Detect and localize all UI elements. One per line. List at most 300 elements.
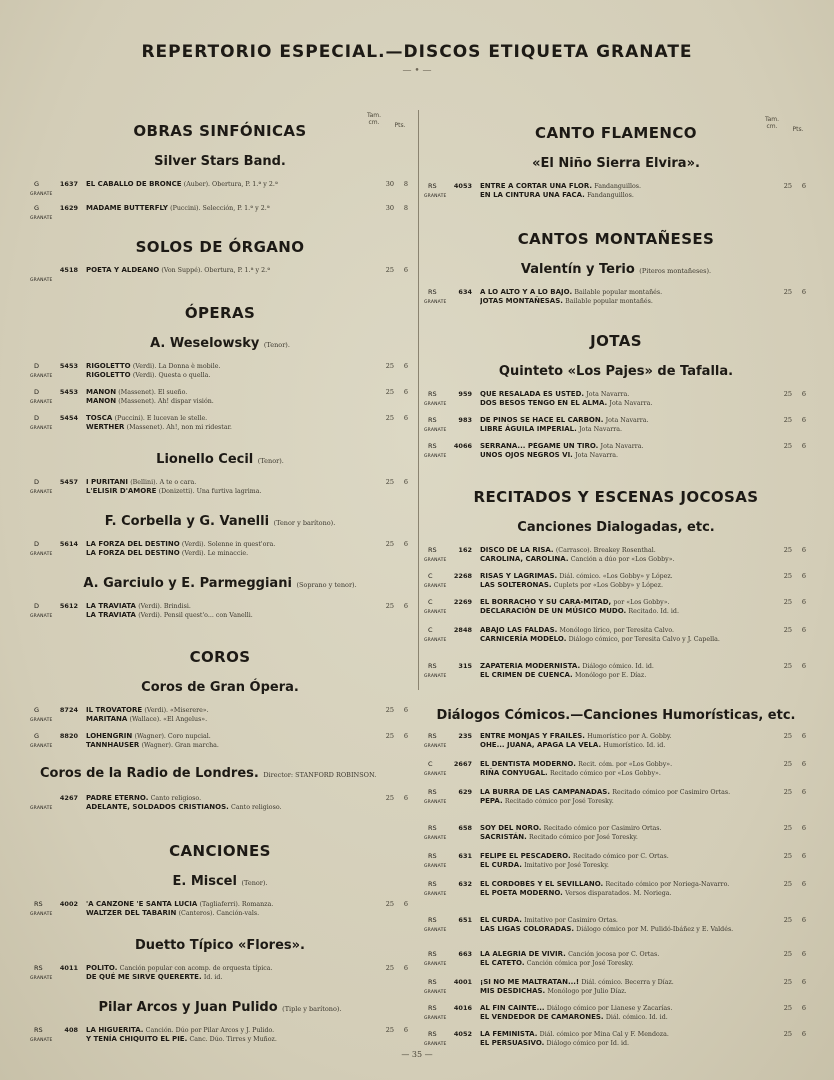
side-b-desc: Fandanguillos. — [587, 192, 634, 199]
record-number: 8820 — [59, 732, 78, 740]
label-granate: GRANATE — [30, 976, 53, 981]
label-granate: GRANATE — [30, 278, 53, 283]
side-a — [480, 760, 772, 769]
side-b — [86, 487, 374, 496]
side-b-title: WERTHER — [86, 423, 125, 431]
side-a-title: EL CURDA. — [480, 916, 522, 924]
page-number: — 35 — — [401, 1050, 433, 1059]
side-a — [480, 916, 772, 925]
record-size: 25 — [385, 706, 394, 714]
record-price: 6 — [801, 852, 806, 860]
record-size: 25 — [783, 572, 792, 580]
side-b — [480, 741, 772, 750]
side-a-desc: Monólogo lírico, por Teresita Calvo. — [559, 627, 674, 634]
record-size: 25 — [783, 916, 792, 924]
side-b-desc: Monólogo por E. Díaz. — [574, 672, 647, 679]
record-entry — [424, 1004, 808, 1024]
record-titles — [480, 788, 772, 806]
section-title: JOTAS — [590, 332, 642, 350]
record-titles — [480, 572, 772, 590]
label-granate: GRANATE — [424, 638, 447, 643]
record-titles — [86, 964, 374, 982]
side-b — [480, 861, 772, 870]
side-a-desc: (Bellini). A te o cara. — [130, 479, 197, 486]
series-letter: RS — [428, 788, 437, 796]
side-b — [86, 423, 374, 432]
side-b — [480, 987, 772, 996]
label-granate: GRANATE — [424, 454, 447, 459]
record-titles — [480, 916, 772, 934]
side-b — [480, 555, 772, 564]
side-b-title: RIÑA CONYUGAL. — [480, 769, 548, 777]
record-size: 25 — [783, 182, 792, 190]
side-b-desc: Cuplets por «Los Gobby» y López. — [553, 582, 663, 589]
side-b-title: WALTZER DEL TABARIN — [86, 909, 177, 917]
series-letter: RS — [428, 1004, 437, 1012]
side-b-title: RIGOLETTO — [86, 371, 131, 379]
side-b-title: EL PERSUASIVO. — [480, 1039, 545, 1047]
record-price: 6 — [801, 978, 806, 986]
record-titles — [86, 900, 374, 918]
side-a — [86, 706, 374, 715]
side-b-title: Y TENÍA CHIQUITO EL PIE. — [86, 1035, 188, 1043]
series-letter: C — [428, 626, 433, 634]
record-size: 25 — [783, 978, 792, 986]
record-titles — [86, 1026, 374, 1044]
record-entry — [30, 388, 410, 408]
side-a — [86, 362, 374, 371]
section-title: OBRAS SINFÓNICAS — [133, 122, 307, 140]
label-granate: GRANATE — [424, 584, 447, 589]
record-entry — [30, 478, 410, 498]
side-b — [86, 741, 374, 750]
record-titles — [480, 852, 772, 870]
side-b-desc: (Verdi). Le minaccie. — [181, 550, 249, 557]
record-price: 6 — [403, 540, 408, 548]
record-price: 6 — [403, 266, 408, 274]
side-b-title: LA FORZA DEL DESTINO — [86, 549, 180, 557]
side-a-title: RIGOLETTO — [86, 362, 131, 370]
record-entry — [424, 978, 808, 998]
record-titles — [86, 388, 374, 406]
side-b — [480, 797, 772, 806]
record-entry — [30, 900, 410, 920]
record-size: 25 — [385, 900, 394, 908]
side-b — [86, 611, 374, 620]
section-title: RECITADOS Y ESCENAS JOCOSAS — [473, 488, 759, 506]
side-b — [86, 549, 374, 558]
record-price: 6 — [403, 900, 408, 908]
series-letter: RS — [428, 546, 437, 554]
side-b-desc: Id. id. — [203, 974, 223, 981]
side-b-title: MIS DESDICHAS. — [480, 987, 546, 995]
side-a-title: EL DENTISTA MODERNO. — [480, 760, 576, 768]
side-b — [480, 607, 772, 616]
record-price: 6 — [403, 794, 408, 802]
side-a-desc: Canción jocosa por C. Ortas. — [568, 951, 660, 958]
performer-heading: Pilar Arcos y Juan Pulido (Tiple y barítono). — [98, 1000, 342, 1015]
record-size: 25 — [385, 478, 394, 486]
section-title: Diálogos Cómicos.—Canciones Humorísticas, etc. — [436, 708, 796, 723]
series-letter: C — [428, 572, 433, 580]
side-a-title: LA HIGUERITA. — [86, 1026, 144, 1034]
series-letter: G — [34, 706, 40, 714]
record-entry — [424, 788, 808, 808]
side-a-desc: (Von Suppé). Obertura, P. 1.ª y 2.ª — [161, 267, 271, 274]
record-size: 25 — [783, 416, 792, 424]
side-a — [480, 978, 772, 987]
side-b — [480, 959, 772, 968]
side-b-title: EL POETA MODERNO. — [480, 889, 563, 897]
side-b-title: DE QUÉ ME SIRVE QUERERTE. — [86, 973, 202, 981]
side-a — [480, 546, 772, 555]
label-granate: GRANATE — [424, 800, 447, 805]
side-a-title: LA FEMINISTA. — [480, 1030, 538, 1038]
series-letter: RS — [34, 1026, 43, 1034]
side-b-desc: (Donizetti). Una furtiva lagrima. — [158, 488, 262, 495]
page-title: REPERTORIO ESPECIAL.—DISCOS ETIQUETA GRANATE — [141, 42, 693, 62]
record-size: 25 — [385, 794, 394, 802]
side-a-desc: Diál. cómico. Becerra y Díaz. — [581, 979, 674, 986]
record-titles — [480, 390, 772, 408]
record-titles — [480, 182, 772, 200]
side-b-desc: Bailable popular montañés. — [565, 298, 653, 305]
record-number: 5454 — [59, 414, 78, 422]
record-price: 6 — [801, 880, 806, 888]
record-price: 6 — [801, 732, 806, 740]
record-size: 25 — [783, 824, 792, 832]
side-a-title: FELIPE EL PESCADERO. — [480, 852, 571, 860]
side-b — [480, 833, 772, 842]
side-b-title: ADELANTE, SOLDADOS CRISTIANOS. — [86, 803, 229, 811]
record-titles — [480, 598, 772, 616]
side-b-title: EL VENDEDOR DE CAMARONES. — [480, 1013, 604, 1021]
side-a — [480, 416, 772, 425]
record-number: 4267 — [59, 794, 78, 802]
side-a-title: ABAJO LAS FALDAS. — [480, 626, 558, 634]
record-entry — [424, 416, 808, 436]
side-a-desc: Humorístico por A. Gobby. — [587, 733, 672, 740]
record-price: 6 — [403, 478, 408, 486]
side-b-title: EN LA CINTURA UNA FACA. — [480, 191, 585, 199]
column-divider — [418, 110, 419, 690]
record-entry — [424, 442, 808, 462]
side-a-desc: (Massenet). El sueño. — [118, 389, 188, 396]
label-granate: GRANATE — [424, 836, 447, 841]
record-price: 6 — [801, 546, 806, 554]
record-price: 6 — [801, 788, 806, 796]
side-b-desc: Imitativo por José Toresky. — [524, 862, 609, 869]
record-titles — [480, 626, 772, 644]
record-size: 30 — [385, 204, 394, 212]
series-letter: RS — [428, 916, 437, 924]
record-titles — [86, 180, 374, 189]
side-a — [480, 1030, 772, 1039]
performer-heading: A. Garciulo y E. Parmeggiani (Soprano y tenor). — [83, 576, 357, 591]
record-price: 6 — [801, 1030, 806, 1038]
record-number: 658 — [458, 824, 472, 832]
side-b — [480, 925, 772, 934]
record-entry — [424, 880, 808, 900]
record-size: 25 — [783, 546, 792, 554]
record-price: 6 — [403, 732, 408, 740]
series-letter: D — [34, 540, 40, 548]
label-granate: GRANATE — [30, 374, 53, 379]
side-b-title: CAROLINA, CAROLINA. — [480, 555, 569, 563]
record-size: 25 — [385, 388, 394, 396]
performer-heading: Quinteto «Los Pajes» de Tafalla. — [498, 364, 734, 379]
label-granate: GRANATE — [424, 772, 447, 777]
record-number: 1629 — [59, 204, 78, 212]
record-number: 5453 — [59, 388, 78, 396]
label-granate: GRANATE — [30, 744, 53, 749]
side-a — [480, 852, 772, 861]
side-b-title: TANNHAUSER — [86, 741, 140, 749]
record-price: 6 — [801, 950, 806, 958]
record-titles — [86, 266, 374, 275]
record-number: 162 — [458, 546, 472, 554]
side-b-title: EL CATETO. — [480, 959, 525, 967]
side-b-title: JOTAS MONTAÑESAS. — [480, 297, 563, 305]
side-a-title: AL FIN CAINTE... — [480, 1004, 545, 1012]
record-number: 4053 — [453, 182, 472, 190]
side-b-desc: Recitado cómico por «Los Gobby». — [549, 770, 661, 777]
record-number: 2268 — [453, 572, 472, 580]
record-entry — [30, 602, 410, 622]
side-b-desc: Canc. Dúo. Tirres y Muñoz. — [189, 1036, 277, 1043]
side-b-desc: Recitado. Id. id. — [628, 608, 679, 615]
side-a — [86, 478, 374, 487]
record-price: 6 — [801, 824, 806, 832]
side-b-desc: Canto religioso. — [231, 804, 282, 811]
series-letter: D — [34, 388, 40, 396]
side-a-desc: Jota Navarra. — [605, 417, 649, 424]
series-letter: RS — [428, 288, 437, 296]
performer-heading: «El Niño Sierra Elvira». — [532, 156, 700, 171]
record-size: 25 — [783, 880, 792, 888]
performer-heading: Canciones Dialogadas, etc. — [517, 520, 715, 535]
side-a-desc: Recitado cómico por Casimiro Ortas. — [612, 789, 731, 796]
label-granate: GRANATE — [424, 892, 447, 897]
series-letter: RS — [34, 900, 43, 908]
side-a-title: LA ALEGRÍA DE VIVIR. — [480, 950, 566, 958]
label-granate: GRANATE — [424, 928, 447, 933]
record-number: 634 — [458, 288, 472, 296]
side-a — [86, 204, 374, 213]
series-letter: RS — [428, 442, 437, 450]
record-size: 25 — [783, 288, 792, 296]
record-price: 6 — [801, 416, 806, 424]
label-granate: GRANATE — [30, 400, 53, 405]
record-titles — [480, 824, 772, 842]
side-a-title: RISAS Y LÁGRIMAS. — [480, 572, 558, 580]
side-a-title: A LO ALTO Y A LO BAJO. — [480, 288, 573, 296]
series-letter: RS — [428, 950, 437, 958]
series-letter: RS — [34, 964, 43, 972]
side-b-desc: Humorístico. Id. id. — [603, 742, 666, 749]
side-b-title: L'ELISIR D'AMORE — [86, 487, 157, 495]
series-letter: C — [428, 760, 433, 768]
record-price: 6 — [403, 964, 408, 972]
side-a — [86, 414, 374, 423]
record-entry — [30, 964, 410, 984]
section-title: SOLOS DE ÓRGANO — [135, 238, 305, 256]
record-number: 2667 — [453, 760, 472, 768]
side-b-title: MARITANA — [86, 715, 128, 723]
record-size: 25 — [783, 1030, 792, 1038]
record-size: 25 — [783, 442, 792, 450]
record-price: 6 — [801, 626, 806, 634]
side-b-desc: Diálogo cómico por Id. id. — [546, 1040, 630, 1047]
side-a-desc: (Verdi). La Donna è mobile. — [132, 363, 221, 370]
record-entry — [30, 266, 410, 286]
side-b-title: SACRISTÁN. — [480, 833, 527, 841]
col-header-size: Tam. cm. — [366, 112, 382, 126]
side-b — [480, 889, 772, 898]
side-a-desc: Recitado cómico por Casimiro Ortas. — [543, 825, 662, 832]
record-entry — [424, 824, 808, 844]
record-titles — [86, 478, 374, 496]
side-b-title: DOS BESOS TENGO EN EL ALMA. — [480, 399, 608, 407]
label-granate: GRANATE — [30, 1038, 53, 1043]
side-a — [480, 732, 772, 741]
side-b-desc: (Verdi). Questa o quella. — [132, 372, 211, 379]
performer-heading: Duetto Típico «Flores». — [135, 938, 305, 953]
record-titles — [480, 416, 772, 434]
side-b — [86, 1035, 374, 1044]
label-granate: GRANATE — [424, 428, 447, 433]
side-b — [86, 973, 374, 982]
side-a-title: QUÉ RESALADA ES USTED. — [480, 390, 585, 398]
side-b-desc: Recitado cómico por José Toresky. — [529, 834, 638, 841]
side-a-title: SOY DEL NORO. — [480, 824, 542, 832]
side-a-desc: Fandanguillos. — [594, 183, 642, 190]
record-titles — [86, 540, 374, 558]
record-titles — [86, 602, 374, 620]
record-number: 4001 — [453, 978, 472, 986]
series-letter: RS — [428, 732, 437, 740]
label-granate: GRANATE — [30, 192, 53, 197]
label-granate: GRANATE — [30, 426, 53, 431]
side-a — [480, 442, 772, 451]
side-a — [86, 602, 374, 611]
record-number: 959 — [458, 390, 472, 398]
record-size: 25 — [783, 598, 792, 606]
record-number: 8724 — [59, 706, 78, 714]
label-granate: GRANATE — [30, 614, 53, 619]
record-number: 4518 — [59, 266, 78, 274]
side-b-desc: Diálogo cómico por M. Pulidó-Ibáñez y E. Valdés. — [576, 926, 734, 933]
record-titles — [480, 760, 772, 778]
series-letter: D — [34, 362, 40, 370]
side-a-title: LA FORZA DEL DESTINO — [86, 540, 180, 548]
record-price: 8 — [403, 204, 408, 212]
record-price: 6 — [403, 362, 408, 370]
side-a — [86, 900, 374, 909]
side-b-desc: Diál. cómico. Id. id. — [605, 1014, 668, 1021]
side-b — [480, 769, 772, 778]
record-entry — [424, 626, 808, 646]
label-granate: GRANATE — [424, 864, 447, 869]
performer-heading: Coros de Gran Ópera. — [141, 680, 299, 695]
side-b-title: EL CRIMEN DE CUENCA. — [480, 671, 573, 679]
side-a-title: I PURITANI — [86, 478, 128, 486]
side-b — [480, 635, 772, 644]
side-a-desc: Diálogo cómico por Lianese y Zacarías. — [546, 1005, 673, 1012]
record-titles — [86, 732, 374, 750]
side-a — [480, 824, 772, 833]
side-a-title: LOHENGRIN — [86, 732, 133, 740]
record-entry — [424, 546, 808, 566]
side-b — [480, 297, 772, 306]
record-entry — [424, 950, 808, 970]
side-b-desc: Recitado cómico por José Toresky. — [504, 798, 614, 805]
side-a — [86, 1026, 374, 1035]
side-b — [480, 671, 772, 680]
series-letter: RS — [428, 662, 437, 670]
section-title: COROS — [189, 648, 251, 666]
series-letter: G — [34, 732, 40, 740]
record-titles — [86, 204, 374, 213]
performer-heading: Valentín y Terio (Piteros montañeses). — [520, 262, 712, 277]
section-title: ÓPERAS — [184, 304, 256, 322]
record-titles — [480, 950, 772, 968]
record-titles — [480, 1004, 772, 1022]
side-a-title: ZAPATERÍA MODERNISTA. — [480, 662, 581, 670]
side-b-desc: Canción cómica por José Toresky. — [526, 960, 634, 967]
record-size: 25 — [783, 1004, 792, 1012]
side-a — [86, 540, 374, 549]
record-entry — [30, 414, 410, 434]
side-b-desc: (Wallace). «El Angelus». — [129, 716, 208, 723]
side-b — [86, 397, 374, 406]
series-letter: RS — [428, 880, 437, 888]
side-a-desc: (Verdi). Solenne in quest'ora. — [181, 541, 276, 548]
side-b-desc: (Massenet). Ah!, non mi ridestar. — [126, 424, 232, 431]
record-price: 6 — [403, 388, 408, 396]
side-a-title: DISCO DE LA RISA. — [480, 546, 554, 554]
side-b-desc: Jota Navarra. — [609, 400, 653, 407]
side-b-title: UNOS OJOS NEGROS VI. — [480, 451, 573, 459]
side-b — [480, 425, 772, 434]
record-price: 8 — [403, 180, 408, 188]
side-b-desc: Diálogo cómico, por Teresita Calvo y J. Capella. — [568, 636, 720, 643]
side-b — [86, 715, 374, 724]
record-entry — [30, 1026, 410, 1046]
series-letter: G — [34, 204, 40, 212]
label-granate: GRANATE — [424, 300, 447, 305]
label-granate: GRANATE — [424, 990, 447, 995]
side-b-title: CARNICERÍA MODELO. — [480, 635, 567, 643]
performer-heading: F. Corbella y G. Vanelli (Tenor y barítono). — [104, 514, 336, 529]
record-entry — [424, 182, 808, 202]
record-size: 25 — [385, 964, 394, 972]
series-letter: RS — [428, 390, 437, 398]
side-a — [480, 880, 772, 889]
side-b-title: LAS LIGAS COLORADAS. — [480, 925, 575, 933]
side-b-desc: Monólogo por Julio Díaz. — [547, 988, 627, 995]
col-header-price: Pts. — [394, 122, 406, 129]
record-price: 6 — [801, 390, 806, 398]
label-granate: GRANATE — [30, 552, 53, 557]
record-titles — [86, 706, 374, 724]
label-granate: GRANATE — [424, 194, 447, 199]
side-a-desc: (Verdi). «Miserere». — [144, 707, 209, 714]
record-number: 632 — [458, 880, 472, 888]
section-subtitle: Silver Stars Band. — [154, 154, 286, 169]
side-a-desc: (Tagliaferri). Romanza. — [199, 901, 274, 908]
record-number: 651 — [458, 916, 472, 924]
